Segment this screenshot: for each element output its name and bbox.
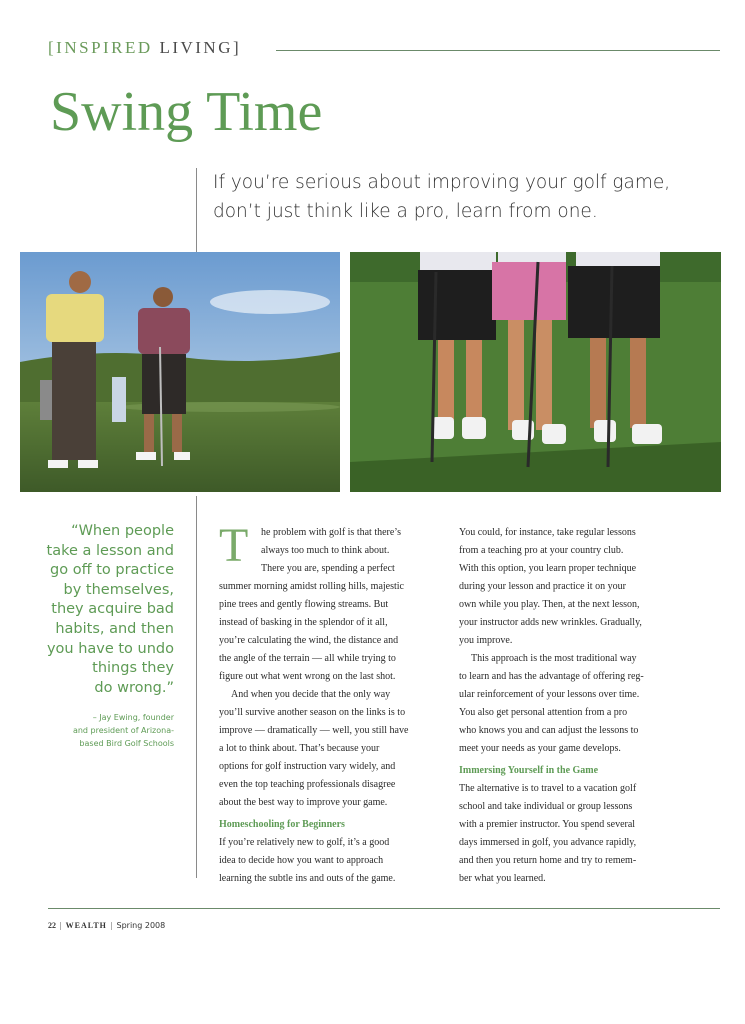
footer-rule (48, 908, 720, 909)
photo-two-golfers (20, 252, 340, 492)
drop-cap: T (219, 519, 249, 572)
body-line: If you’re relatively new to golf, it’s a good (219, 837, 390, 848)
deck-line: don’t just think like a pro, learn from one. (213, 201, 598, 222)
body-line: improve — dramatically — well, you still have (219, 725, 409, 736)
article-column-middle (219, 527, 439, 887)
body-line: he problem with golf is that there’s (261, 527, 401, 538)
pull-quote-line: things they (92, 660, 174, 677)
pull-quote-line: do wrong.” (94, 679, 174, 696)
body-line: own while you play. Then, at the next lesson, (459, 599, 640, 610)
body-line: And when you decide that the only way (231, 689, 391, 700)
body-line: ber what you learned. (459, 873, 546, 884)
pull-quote-line: “When people (71, 523, 174, 539)
attribution-line: – Jay Ewing, founder (92, 713, 174, 722)
body-line: a lot to think about. That’s because your (219, 743, 380, 754)
body-line: meet your needs as your game develops. (459, 743, 621, 754)
section-word-inspired: INSPIRED (56, 38, 153, 57)
body-line: This approach is the most traditional way (471, 653, 637, 664)
article-column-right (459, 527, 699, 887)
body-line: who knows you and can adjust the lessons to (459, 725, 639, 736)
attribution-line: based Bird Golf Schools (79, 739, 174, 748)
pull-quote (40, 522, 174, 698)
body-line: learning the subtle ins and outs of the game. (219, 873, 396, 884)
body-line: options for golf instruction vary widely, and (219, 761, 396, 772)
body-line: idea to decide how you want to approach (219, 855, 384, 866)
body-line: from a teaching pro at your country club. (459, 545, 624, 556)
page-title: Swing Time (50, 81, 323, 143)
issue-date: Spring 2008 (116, 921, 166, 930)
section-header (48, 38, 241, 58)
deck-divider (196, 168, 197, 252)
body-line: the angle of the terrain — all while trying to (219, 653, 396, 664)
body-line: figure out what went wrong on the last shot. (219, 671, 396, 682)
page-footer (48, 921, 165, 930)
attribution-line: and president of Arizona- (72, 726, 174, 735)
pull-quote-line: take a lesson and (46, 542, 174, 559)
section-word-living: LIVING (159, 38, 233, 57)
body-line: always too much to think about. (261, 545, 390, 556)
header-rule (276, 50, 720, 51)
pull-quote-line: habits, and then (55, 620, 174, 637)
pull-quote-line: you have to undo (46, 640, 174, 657)
pull-quote-line: by themselves, (63, 581, 174, 598)
body-line: you’ll survive another season on the links is to (219, 707, 406, 718)
pull-quote-line: they acquire bad (51, 601, 174, 618)
body-line: ular reinforcement of your lessons over time. (459, 689, 640, 700)
deck-line: If you’re serious about improving your golf game, (213, 172, 671, 193)
body-line: school and take individual or group lessons (459, 801, 633, 812)
footer-separator: | (110, 921, 113, 930)
body-line: your instructor adds new wrinkles. Gradually, (459, 617, 642, 628)
subhead-immersing: Immersing Yourself in the Game (459, 765, 599, 776)
body-line: to learn and has the advantage of offering reg- (459, 671, 644, 682)
section-bracket-close: ] (232, 38, 242, 57)
body-line: There you are, spending a perfect (261, 563, 395, 574)
body-line: The alternative is to travel to a vacation golf (459, 783, 637, 794)
magazine-name: WEALTH (65, 921, 107, 930)
page-number: 22 (48, 921, 56, 930)
body-line: You also get personal attention from a pro (459, 707, 628, 718)
body-line: you improve. (459, 635, 513, 646)
column-divider (196, 496, 197, 878)
body-line: you’re calculating the wind, the distance and (219, 635, 399, 646)
body-line: With this option, you learn proper technique (459, 563, 637, 574)
body-line: during your lesson and practice it on your (459, 581, 626, 592)
body-line: pine trees and gently flowing streams. But (219, 599, 389, 610)
body-line: about the best way to improve your game. (219, 797, 388, 808)
body-line: You could, for instance, take regular lessons (459, 527, 636, 538)
body-line: days immersed in golf, you advance rapidly, (459, 837, 637, 848)
body-line: instead of basking in the splendor of it all, (219, 617, 388, 628)
deck (213, 168, 713, 226)
photo-women-golfers (350, 252, 721, 492)
body-line: summer morning amidst rolling hills, majestic (219, 581, 404, 592)
body-line: even the top teaching professionals disagree (219, 779, 396, 790)
quote-attribution (40, 711, 174, 750)
subhead-homeschooling: Homeschooling for Beginners (219, 819, 345, 830)
body-line: with a premier instructor. You spend several (459, 819, 636, 830)
section-bracket-open: [ (48, 38, 57, 57)
footer-separator: | (60, 921, 62, 930)
pull-quote-line: go off to practice (50, 562, 174, 579)
body-line: and then you return home and try to remem- (459, 855, 637, 866)
